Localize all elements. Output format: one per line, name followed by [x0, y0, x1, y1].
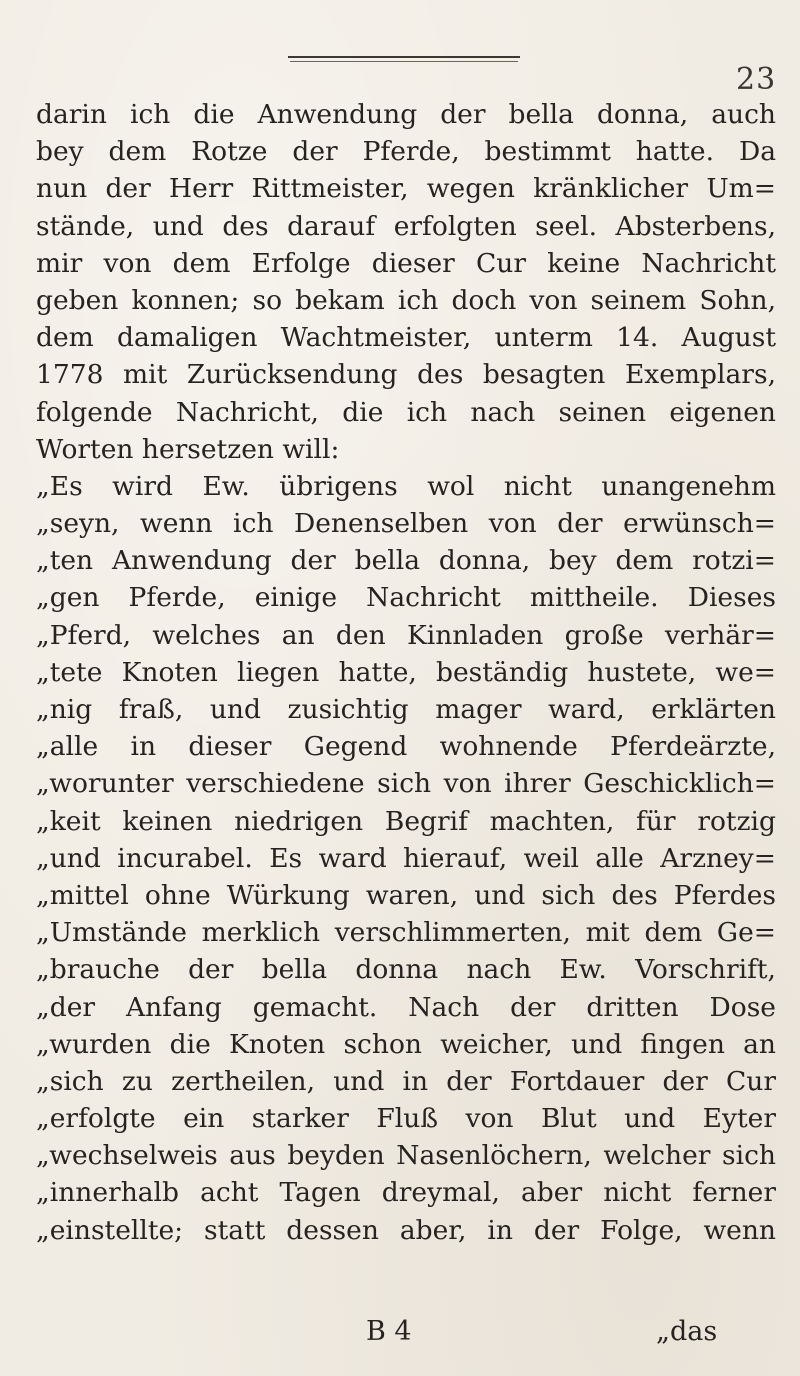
catchword: „das: [656, 1316, 718, 1347]
quoted-line: „brauche der bella donna nach Ew. Vorschrift,: [36, 954, 776, 986]
quoted-line: „seyn, wenn ich Denenselben von der erwünsch=: [36, 508, 776, 540]
quoted-line: „wurden die Knoten schon weicher, und fingen an: [36, 1028, 776, 1060]
quoted-line: „erfolgte ein starker Fluß von Blut und Eyter: [36, 1103, 776, 1135]
quoted-line: „Pferd, welches an den Kinnladen große verhär=: [36, 619, 776, 651]
text-line: bey dem Rotze der Pferde, bestimmt hatte. Da: [36, 136, 776, 168]
text-line: darin ich die Anwendung der bella donna, auch: [36, 99, 776, 130]
text-line: Worten hersetzen will:: [36, 433, 340, 465]
text-line: mir von dem Erfolge dieser Cur keine Nachricht: [36, 247, 776, 279]
quoted-line: „einstellte; statt dessen aber, in der Folge, wenn: [36, 1214, 776, 1246]
page-number: 23: [736, 62, 777, 97]
quoted-line: „Umstände merklich verschlimmerten, mit dem Ge=: [36, 917, 776, 949]
quoted-line: „keit keinen niedrigen Begrif machten, für rotzig: [36, 805, 776, 837]
quoted-line: „worunter verschiedene sich von ihrer Geschicklich=: [36, 768, 776, 800]
quoted-line: „mittel ohne Würkung waren, und sich des Pferdes: [36, 879, 776, 911]
quoted-line: „ten Anwendung der bella donna, bey dem rotzi=: [36, 545, 776, 577]
text-line: folgende Nachricht, die ich nach seinen eigenen: [36, 396, 776, 428]
quoted-line: „tete Knoten liegen hatte, beständig hustete, we=: [36, 656, 776, 688]
text-line: nun der Herr Rittmeister, wegen kränklicher Um=: [36, 173, 776, 205]
quoted-line: „sich zu zertheilen, und in der Fortdauer der Cur: [36, 1065, 776, 1097]
header-rule-secondary: [290, 61, 518, 62]
page-footer: [0, 1316, 800, 1356]
quoted-line: „nig fraß, und zusichtig mager ward, erklärten: [36, 694, 776, 725]
quoted-line: „innerhalb acht Tagen dreymal, aber nicht ferner: [36, 1177, 776, 1209]
signature-mark: B 4: [366, 1316, 412, 1347]
text-line: geben konnen; so bekam ich doch von seinem Sohn,: [36, 284, 776, 316]
text-line: dem damaligen Wachtmeister, unterm 14. August: [36, 322, 776, 354]
quoted-line: „alle in dieser Gegend wohnende Pferdeärzte,: [36, 731, 776, 763]
header-rule: [288, 56, 520, 58]
text-line: stände, und des darauf erfolgten seel. Absterbens,: [36, 210, 776, 242]
quoted-line: „gen Pferde, einige Nachricht mittheile. Dieses: [36, 582, 776, 614]
quoted-line: „der Anfang gemacht. Nach der dritten Dose: [36, 991, 776, 1023]
quoted-line: „Es wird Ew. übrigens wol nicht unangenehm: [36, 470, 776, 502]
body-text: [36, 96, 776, 1249]
quoted-line: „wechselweis aus beyden Nasenlöchern, welcher sich: [36, 1140, 776, 1172]
text-line: 1778 mit Zurücksendung des besagten Exemplars,: [36, 359, 776, 391]
quoted-line: „und incurabel. Es ward hierauf, weil alle Arzney=: [36, 842, 776, 874]
